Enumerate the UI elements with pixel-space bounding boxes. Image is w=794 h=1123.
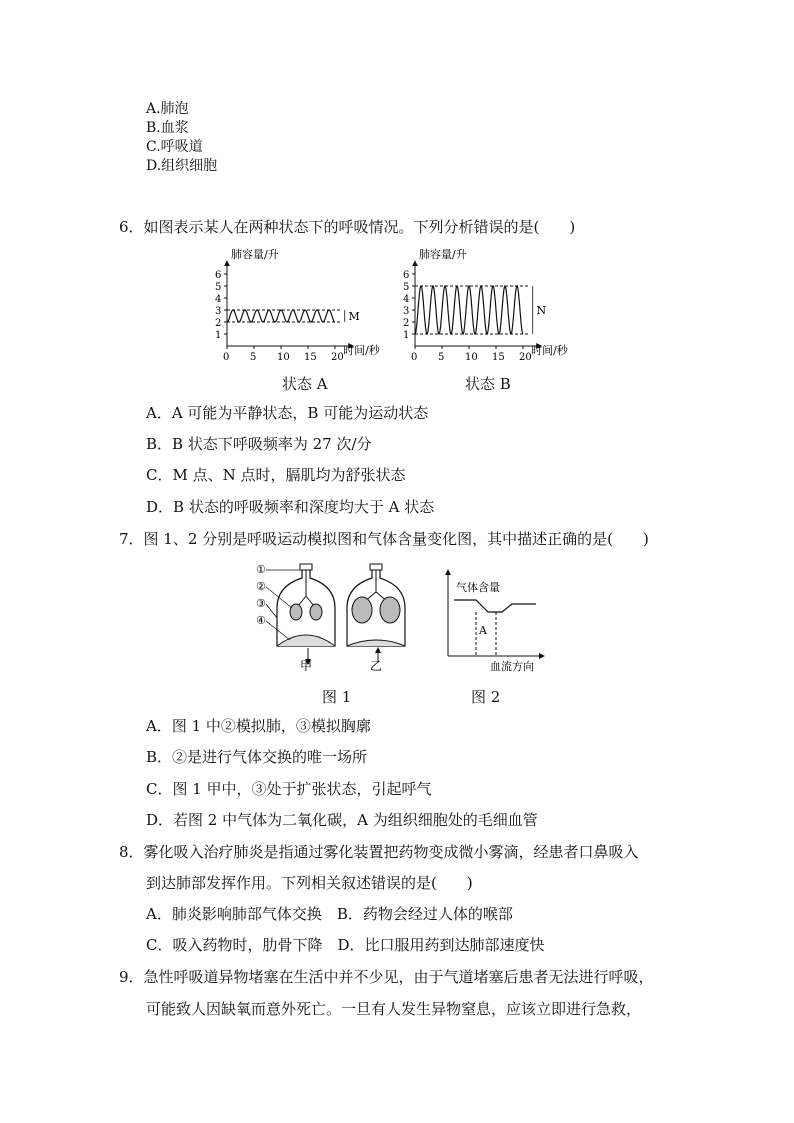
chart-state-b bbox=[403, 247, 569, 363]
y-axis-label: 肺容量/升 bbox=[231, 248, 279, 261]
q6-breathing-charts bbox=[200, 246, 600, 366]
x-tick-label: 20 bbox=[331, 352, 344, 363]
annotation-m: M bbox=[348, 310, 360, 323]
q6-option-c: C．M 点、N 点时，膈肌均为舒张状态 bbox=[146, 466, 406, 484]
q7-figures bbox=[250, 558, 550, 678]
q6-option-d: D．B 状态的呼吸频率和深度均大于 A 状态 bbox=[146, 498, 435, 516]
q6-stem: 6．如图表示某人在两种状态下的呼吸情况。下列分析错误的是( ) bbox=[119, 218, 576, 236]
q7-stem: 7．图 1、2 分别是呼吸运动模拟图和气体含量变化图，其中描述正确的是( ) bbox=[119, 530, 649, 548]
y-tick-label: 2 bbox=[215, 318, 222, 329]
x-tick-label: 20 bbox=[519, 352, 532, 363]
annotation-n: N bbox=[536, 304, 547, 317]
breathing-curve bbox=[415, 286, 523, 334]
q7-option-d: D．若图 2 中气体为二氧化碳，A 为组织细胞处的毛细血管 bbox=[146, 811, 538, 829]
x-tick-label: 5 bbox=[438, 352, 445, 363]
y-axis-label: 肺容量/升 bbox=[419, 248, 467, 261]
marker-4: ④ bbox=[256, 614, 266, 627]
q8-options-line1: A．肺炎影响肺部气体交换 B．药物会经过人体的喉部 bbox=[146, 905, 513, 923]
y-tick-label: 5 bbox=[215, 282, 222, 293]
q5-option-b: B.血浆 bbox=[146, 120, 189, 136]
q9-line2: 可能致人因缺氧而意外死亡。一旦有人发生异物窒息，应该立即进行急救， bbox=[146, 1000, 642, 1018]
y-tick-label: 1 bbox=[215, 330, 222, 341]
q5-option-d: D.组织细胞 bbox=[146, 158, 218, 174]
x-tick-label: 15 bbox=[304, 352, 317, 363]
chart-state-a bbox=[215, 247, 381, 363]
q6-option-a: A．A 可能为平静状态，B 可能为运动状态 bbox=[146, 404, 429, 422]
q7-option-b: B．②是进行气体交换的唯一场所 bbox=[146, 748, 368, 766]
x-tick-label: 5 bbox=[250, 352, 257, 363]
gas-content-graph bbox=[448, 572, 542, 673]
label-yi: 乙 bbox=[370, 659, 383, 673]
q5-option-a: A.肺泡 bbox=[146, 101, 189, 117]
q8-options-line2: C．吸入药物时，肋骨下降 D．比口服用药到达肺部速度快 bbox=[146, 936, 545, 954]
q7-option-c: C．图 1 甲中，③处于扩张状态，引起呼气 bbox=[146, 780, 432, 798]
q6-caption-a: 状态 A bbox=[282, 375, 328, 393]
y-tick-label: 5 bbox=[403, 282, 410, 293]
x-tick-label: 0 bbox=[411, 352, 418, 363]
q7-caption-2: 图 2 bbox=[471, 688, 501, 706]
bell-jar-jia bbox=[277, 564, 335, 662]
y-tick-label: 3 bbox=[215, 306, 222, 317]
marker-2: ② bbox=[256, 580, 266, 593]
breathing-curve bbox=[227, 310, 335, 322]
y-tick-label: 3 bbox=[403, 306, 410, 317]
y-tick-label: 1 bbox=[403, 330, 410, 341]
y-tick-label: 6 bbox=[403, 270, 410, 281]
bell-jar-yi bbox=[347, 564, 405, 662]
x-axis-label: 时间/秒 bbox=[343, 344, 380, 357]
q6-caption-b: 状态 B bbox=[465, 375, 511, 393]
x-tick-label: 10 bbox=[465, 352, 478, 363]
y-tick-label: 4 bbox=[403, 294, 410, 305]
x-axis-label: 时间/秒 bbox=[531, 344, 568, 357]
x-tick-label: 10 bbox=[277, 352, 290, 363]
y-tick-label: 2 bbox=[403, 318, 410, 329]
q9-line1: 9．急性呼吸道异物堵塞在生活中并不少见，由于气道堵塞后患者无法进行呼吸， bbox=[119, 968, 654, 986]
q8-stem-line1: 8．雾化吸入治疗肺炎是指通过雾化装置把药物变成微小雾滴，经患者口鼻吸入 bbox=[119, 843, 639, 861]
graph-ylabel: 气体含量 bbox=[456, 581, 500, 594]
q5-option-c: C.呼吸道 bbox=[146, 139, 203, 155]
label-jia: 甲 bbox=[300, 659, 313, 673]
graph-xlabel: 血流方向 bbox=[490, 660, 534, 673]
q6-option-b: B．B 状态下呼吸频率为 27 次/分 bbox=[146, 435, 372, 453]
marker-1: ① bbox=[256, 563, 266, 576]
x-tick-label: 15 bbox=[492, 352, 505, 363]
x-tick-label: 0 bbox=[223, 352, 230, 363]
q7-caption-1: 图 1 bbox=[322, 688, 352, 706]
q7-option-a: A．图 1 中②模拟肺，③模拟胸廓 bbox=[146, 717, 371, 735]
q8-stem-line2: 到达肺部发挥作用。下列相关叙述错误的是( ) bbox=[146, 874, 473, 892]
y-tick-label: 6 bbox=[215, 270, 222, 281]
y-tick-label: 4 bbox=[215, 294, 222, 305]
marker-3: ③ bbox=[256, 597, 266, 610]
graph-point-a: A bbox=[479, 624, 487, 637]
